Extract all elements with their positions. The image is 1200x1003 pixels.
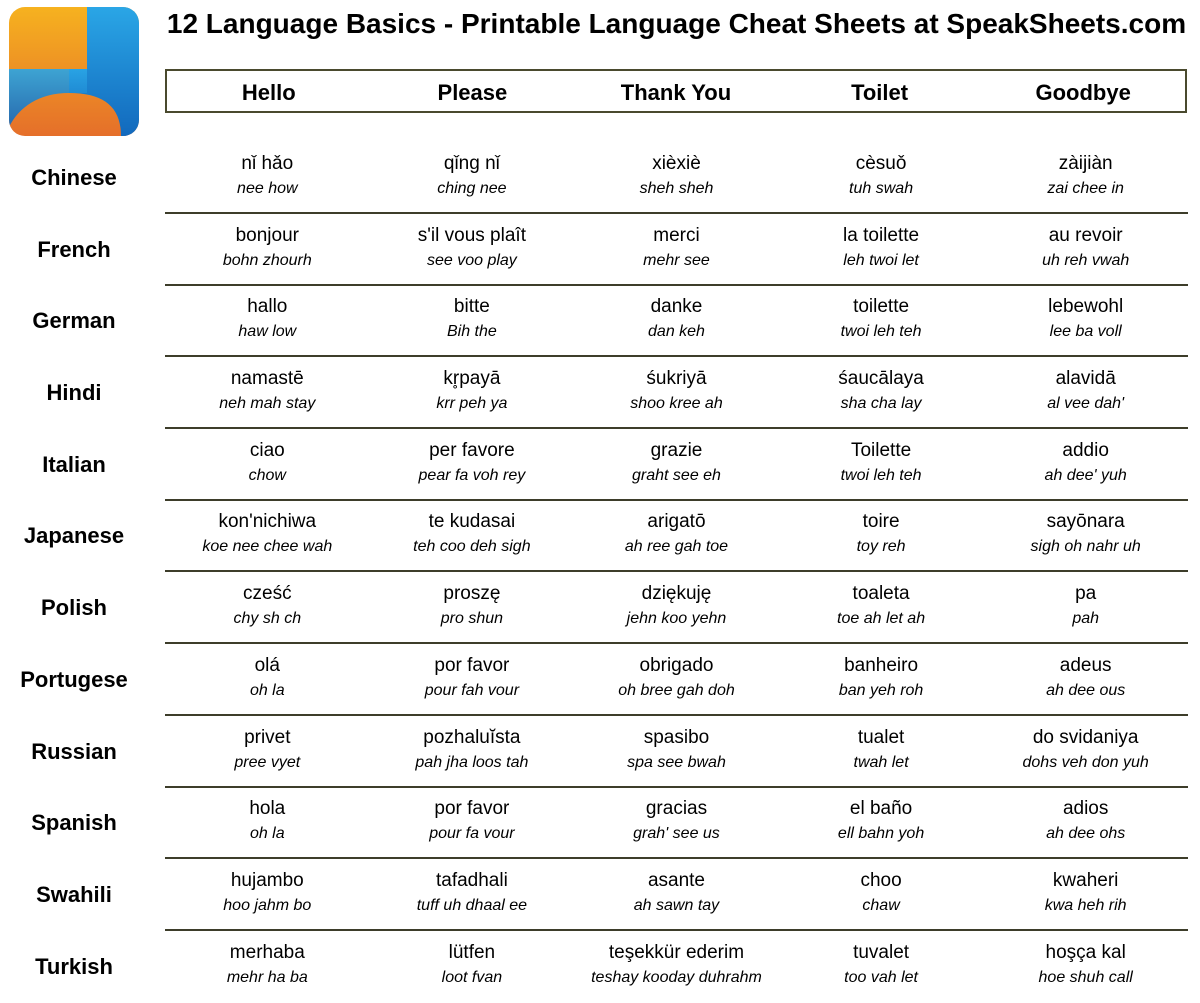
language-label: Portugese — [20, 666, 128, 692]
phrase-pronunciation: pour fah vour — [424, 681, 520, 699]
phrase-cell — [370, 215, 575, 285]
phrase-pronunciation: loot fvan — [441, 968, 503, 986]
phrase-word: obrigado — [639, 654, 714, 676]
phrase-cell — [370, 286, 575, 356]
phrase-word: toaleta — [852, 583, 910, 605]
table-row — [0, 286, 1200, 358]
phrase-word: danke — [650, 296, 703, 318]
phrase-word: lütfen — [448, 941, 496, 963]
phrase-cell — [370, 573, 575, 643]
row-divider — [165, 714, 1188, 716]
phrase-pronunciation: dan keh — [648, 323, 705, 341]
phrase-word: adios — [1062, 798, 1109, 820]
phrase-pronunciation: tuff uh dhaal ee — [416, 896, 528, 914]
phrase-cell — [574, 788, 779, 858]
phrase-pronunciation: pear fa voh rey — [418, 466, 526, 484]
phrase-pronunciation: hoo jahm bo — [223, 896, 312, 914]
phrase-word: teşekkür ederim — [608, 941, 745, 963]
phrase-pronunciation: pah jha loos tah — [415, 753, 529, 771]
phrase-cell — [370, 717, 575, 787]
phrase-pronunciation: ban yeh roh — [838, 681, 924, 699]
phrase-pronunciation: ah dee ohs — [1046, 825, 1126, 843]
phrase-pronunciation: sha cha lay — [840, 395, 922, 413]
language-label: Chinese — [31, 165, 117, 190]
phrase-word: bitte — [453, 296, 490, 318]
phrase-cell — [779, 215, 984, 285]
phrase-word: olá — [254, 654, 280, 676]
phrase-cell — [370, 932, 575, 1002]
phrase-word: proszę — [443, 583, 501, 605]
page-title: 12 Language Basics - Printable Language Cheat Sheets at SpeakSheets.com — [166, 8, 1187, 39]
language-label: Russian — [31, 738, 117, 764]
phrase-cell — [370, 645, 575, 715]
table-row — [0, 645, 1200, 717]
phrase-cell — [983, 717, 1188, 787]
phrase-pronunciation: ching nee — [437, 180, 507, 197]
table-row — [0, 932, 1200, 1003]
phrase-cell — [574, 501, 779, 571]
language-label: Swahili — [36, 881, 112, 907]
phrase-cell — [165, 215, 370, 285]
phrase-cell — [165, 860, 370, 930]
phrase-cells — [165, 717, 1188, 787]
phrase-cell — [165, 717, 370, 787]
phrase-pronunciation: al vee dah' — [1047, 395, 1125, 413]
table-row — [0, 860, 1200, 932]
column-header-please: Please — [437, 80, 508, 105]
phrase-pronunciation: kwa heh rih — [1044, 896, 1127, 914]
phrase-pronunciation: koe nee chee wah — [202, 538, 333, 556]
phrase-word: nǐ hǎo — [241, 153, 294, 174]
phrase-word: kwaheri — [1052, 869, 1119, 891]
phrase-word: namastē — [230, 368, 304, 390]
phrase-cell — [779, 286, 984, 356]
phrase-word: el baño — [849, 798, 913, 820]
phrase-cell — [370, 430, 575, 500]
row-divider — [165, 642, 1188, 644]
phrase-pronunciation: lee ba voll — [1049, 323, 1122, 341]
phrase-pronunciation: haw low — [238, 323, 297, 341]
phrase-cells — [165, 860, 1188, 930]
phrase-pronunciation: spa see bwah — [627, 753, 726, 771]
phrase-cell — [165, 788, 370, 858]
table-row — [0, 430, 1200, 502]
row-divider — [165, 786, 1188, 788]
phrase-word: spasibo — [643, 726, 710, 748]
phrase-pronunciation: ah dee' yuh — [1044, 466, 1127, 484]
phrase-cell — [574, 645, 779, 715]
phrase-cell — [779, 358, 984, 428]
phrase-cell — [574, 430, 779, 500]
phrase-word: banheiro — [844, 654, 919, 676]
phrase-pronunciation: teshay kooday duhrahm — [591, 968, 762, 986]
phrase-pronunciation: neh mah stay — [219, 395, 316, 413]
phrase-word: ciao — [249, 439, 285, 461]
phrase-cell — [983, 215, 1188, 285]
phrase-word: au revoir — [1048, 224, 1123, 246]
phrase-word: qǐng nǐ — [443, 153, 500, 174]
row-divider — [165, 427, 1188, 429]
phrase-word: por favor — [434, 654, 510, 676]
phrase-cell — [983, 286, 1188, 356]
row-divider — [165, 355, 1188, 357]
row-divider — [165, 570, 1188, 572]
phrase-cell — [165, 932, 370, 1002]
phrase-pronunciation: ah sawn tay — [633, 896, 720, 914]
phrase-pronunciation: pah — [1072, 610, 1100, 628]
phrase-pronunciation: teh coo deh sigh — [413, 538, 531, 556]
phrase-cell — [779, 788, 984, 858]
phrase-pronunciation: ah dee ous — [1046, 681, 1126, 699]
phrase-table — [0, 143, 1200, 1003]
row-divider — [165, 499, 1188, 501]
phrase-word: adeus — [1059, 654, 1112, 676]
table-row — [0, 215, 1200, 287]
phrase-word: lebewohl — [1048, 296, 1124, 318]
phrase-cell — [779, 573, 984, 643]
phrase-pronunciation: oh la — [249, 825, 285, 843]
language-label: Turkish — [35, 953, 113, 979]
table-row — [0, 573, 1200, 645]
phrase-word: addio — [1062, 439, 1109, 461]
row-divider — [165, 284, 1188, 286]
phrase-pronunciation: sigh oh nahr uh — [1030, 538, 1141, 556]
row-divider — [165, 212, 1188, 214]
phrase-word: merhaba — [229, 941, 305, 963]
phrase-pronunciation: uh reh vwah — [1042, 251, 1130, 269]
language-label: Polish — [40, 595, 107, 621]
phrase-word: zàijiàn — [1058, 153, 1113, 174]
phrase-word: toire — [862, 511, 900, 533]
phrase-word: toilette — [853, 296, 910, 318]
phrase-pronunciation: ell bahn yoh — [837, 825, 925, 843]
phrase-pronunciation: jehn koo yehn — [626, 610, 727, 628]
phrase-word: tafadhali — [435, 869, 508, 891]
phrase-word: arigatō — [647, 511, 706, 533]
phrase-cell — [574, 573, 779, 643]
language-label: Spanish — [31, 810, 117, 836]
phrase-word: kr̥payā — [443, 368, 501, 390]
phrase-word: śaucālaya — [838, 368, 924, 390]
phrase-pronunciation: tuh swah — [849, 180, 914, 197]
phrase-word: privet — [244, 726, 291, 748]
phrase-cell — [165, 143, 370, 213]
phrase-cell — [983, 358, 1188, 428]
phrase-pronunciation: pree vyet — [234, 753, 301, 771]
phrase-cell — [779, 860, 984, 930]
phrase-pronunciation: krr peh ya — [436, 395, 508, 413]
phrase-cell — [370, 860, 575, 930]
phrase-cell — [165, 358, 370, 428]
phrase-cell — [983, 430, 1188, 500]
phrase-cell — [165, 286, 370, 356]
row-divider — [165, 929, 1188, 931]
phrase-word: bonjour — [235, 224, 299, 246]
phrase-pronunciation: graht see eh — [632, 466, 721, 484]
phrase-word: por favor — [434, 798, 510, 820]
phrase-cell — [983, 573, 1188, 643]
phrase-word: pa — [1075, 583, 1097, 605]
language-label: Japanese — [23, 523, 125, 549]
phrase-cell — [983, 501, 1188, 571]
column-header-thank-you: Thank You — [620, 80, 732, 105]
phrase-cell — [983, 645, 1188, 715]
table-row — [0, 501, 1200, 573]
phrase-cell — [983, 860, 1188, 930]
phrase-word: xièxiè — [652, 153, 701, 174]
phrase-pronunciation: toy reh — [856, 538, 906, 556]
phrase-word: dziękuję — [641, 583, 712, 605]
phrase-cell — [165, 430, 370, 500]
column-header-toilet: Toilet — [851, 80, 909, 105]
table-row — [0, 143, 1200, 215]
phrase-pronunciation: leh twoi let — [843, 251, 919, 269]
phrase-pronunciation: chow — [248, 466, 286, 484]
table-row — [0, 717, 1200, 789]
phrase-pronunciation: toe ah let ah — [837, 610, 926, 628]
phrase-cell — [983, 788, 1188, 858]
phrase-pronunciation: mehr ha ba — [226, 968, 308, 986]
phrase-word: Toilette — [850, 439, 912, 461]
phrase-cell — [779, 932, 984, 1002]
phrase-pronunciation: ah ree gah toe — [624, 538, 729, 556]
phrase-cells — [165, 358, 1188, 428]
phrase-word: pozhaluĭsta — [423, 726, 521, 748]
phrase-pronunciation: grah' see us — [633, 825, 720, 843]
phrase-cell — [779, 501, 984, 571]
phrase-cell — [779, 717, 984, 787]
phrase-pronunciation: oh la — [249, 681, 285, 699]
phrase-cells — [165, 215, 1188, 285]
phrase-pronunciation: twoi leh teh — [840, 323, 922, 341]
phrase-pronunciation: sheh sheh — [639, 180, 714, 197]
phrase-pronunciation: chy sh ch — [233, 610, 302, 628]
phrase-word: śukriyā — [646, 368, 707, 390]
phrase-word: do svidaniya — [1032, 726, 1139, 748]
phrase-cell — [574, 286, 779, 356]
phrase-cell — [983, 932, 1188, 1002]
phrase-word: hola — [249, 798, 286, 820]
phrase-word: te kudasai — [428, 511, 516, 533]
phrase-word: alavidā — [1055, 368, 1116, 390]
phrase-pronunciation: hoe shuh call — [1038, 968, 1133, 986]
row-divider — [165, 857, 1188, 859]
speaksheets-logo-icon — [9, 7, 139, 136]
phrase-word: per favore — [429, 439, 515, 461]
language-label: German — [32, 308, 116, 334]
phrase-cells — [165, 932, 1188, 1002]
language-label: Italian — [42, 451, 106, 477]
phrase-pronunciation: see voo play — [426, 251, 517, 269]
phrase-pronunciation: shoo kree ah — [630, 395, 723, 413]
phrase-pronunciation: oh bree gah doh — [618, 681, 735, 699]
phrase-cells — [165, 430, 1188, 500]
phrase-cells — [165, 501, 1188, 571]
phrase-word: kon'nichiwa — [218, 511, 317, 533]
phrase-word: sayōnara — [1046, 511, 1125, 533]
phrase-cell — [983, 143, 1188, 213]
phrase-pronunciation: pour fa vour — [429, 825, 515, 843]
phrase-cell — [165, 645, 370, 715]
column-header-hello: Hello — [241, 80, 296, 105]
column-header-goodbye: Goodbye — [1035, 80, 1131, 105]
table-row — [0, 788, 1200, 860]
phrase-word: hoşça kal — [1045, 941, 1126, 963]
phrase-word: choo — [860, 869, 902, 891]
phrase-word: asante — [647, 869, 705, 891]
column-header-row — [165, 69, 1187, 113]
phrase-cells — [165, 788, 1188, 858]
phrase-cells — [165, 645, 1188, 715]
phrase-cells — [165, 573, 1188, 643]
phrase-pronunciation: Bih the — [446, 323, 497, 341]
phrase-word: cèsuǒ — [855, 153, 907, 174]
language-label: Hindi — [46, 380, 102, 406]
phrase-pronunciation: twoi leh teh — [840, 466, 922, 484]
phrase-cell — [574, 215, 779, 285]
phrase-pronunciation: pro shun — [440, 610, 504, 628]
phrase-cell — [574, 932, 779, 1002]
phrase-cell — [370, 143, 575, 213]
phrase-word: cześć — [243, 583, 292, 605]
phrase-cells — [165, 143, 1188, 213]
phrase-word: tuvalet — [853, 941, 910, 963]
phrase-cell — [779, 143, 984, 213]
phrase-cell — [779, 645, 984, 715]
phrase-pronunciation: mehr see — [643, 251, 710, 269]
phrase-cell — [165, 501, 370, 571]
phrase-word: gracias — [645, 798, 708, 820]
phrase-cell — [370, 501, 575, 571]
phrase-word: la toilette — [843, 224, 920, 246]
phrase-pronunciation: dohs veh don yuh — [1022, 753, 1149, 771]
phrase-cell — [370, 358, 575, 428]
phrase-cell — [779, 430, 984, 500]
phrase-cell — [574, 860, 779, 930]
phrase-word: s'il vous plaît — [417, 224, 526, 246]
phrase-cell — [574, 143, 779, 213]
phrase-pronunciation: bohn zhourh — [222, 251, 312, 269]
phrase-cell — [574, 717, 779, 787]
phrase-cell — [165, 573, 370, 643]
phrase-pronunciation: nee how — [237, 180, 298, 197]
phrase-cell — [574, 358, 779, 428]
phrase-word: grazie — [650, 439, 703, 461]
phrase-pronunciation: chaw — [862, 896, 900, 914]
table-row — [0, 358, 1200, 430]
phrase-word: hujambo — [230, 869, 304, 891]
phrase-word: merci — [653, 224, 700, 246]
phrase-cells — [165, 286, 1188, 356]
phrase-pronunciation: twah let — [853, 753, 909, 771]
language-label: French — [37, 236, 111, 262]
phrase-pronunciation: too vah let — [844, 968, 918, 986]
phrase-pronunciation: zai chee in — [1047, 180, 1124, 197]
phrase-word: hallo — [247, 296, 288, 318]
phrase-word: tualet — [857, 726, 905, 748]
phrase-cell — [370, 788, 575, 858]
